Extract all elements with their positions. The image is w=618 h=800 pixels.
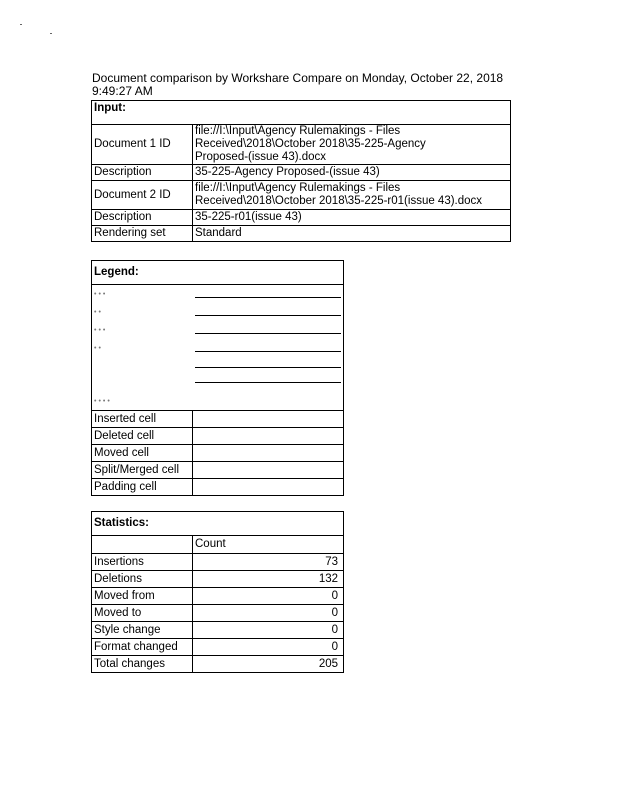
input-row-label: Description: [92, 165, 193, 181]
legend-style-rule: [193, 303, 344, 321]
legend-style-rule: [193, 357, 344, 393]
input-row-value: Standard: [193, 226, 511, 242]
legend-cell-label: Inserted cell: [92, 411, 193, 428]
header-line-1: Document comparison by Workshare Compare on Monday, October 22, 2018: [92, 71, 504, 85]
scan-speck: [50, 33, 52, 34]
value-line: file://I:\Input\Agency Rulemakings - Files: [195, 125, 401, 137]
legend-style-rule: [193, 285, 344, 303]
legend-style-rule: [193, 321, 344, 339]
input-row-value: [193, 181, 511, 210]
statistics-title: Statistics:: [92, 512, 344, 536]
legend-cell-swatch: [193, 479, 344, 496]
statistic-label: Format changed: [92, 639, 193, 656]
legend-cell-swatch: [193, 428, 344, 445]
statistic-label: Moved from: [92, 588, 193, 605]
legend-style-sample: ••••: [92, 393, 193, 411]
legend-cell-label: Moved cell: [92, 445, 193, 462]
statistic-label: Moved to: [92, 605, 193, 622]
legend-style-sample: ••: [92, 339, 193, 357]
legend-cell-swatch: [193, 445, 344, 462]
legend-style-sample: •••: [92, 321, 193, 339]
input-row-value: 35-225-Agency Proposed-(issue 43): [193, 165, 511, 181]
legend-table: [91, 260, 344, 496]
value-line: Proposed-(issue 43).docx: [195, 151, 327, 163]
legend-cell-swatch: [193, 411, 344, 428]
statistic-label: Style change: [92, 622, 193, 639]
statistic-count: 0: [193, 622, 344, 639]
statistic-label: Deletions: [92, 571, 193, 588]
legend-style-sample: •••: [92, 285, 193, 303]
statistics-table: [91, 511, 344, 673]
legend-cell-label: Deleted cell: [92, 428, 193, 445]
legend-style-sample: [92, 357, 193, 393]
statistics-header-blank: [92, 536, 193, 554]
input-row-value: 35-225-r01(issue 43): [193, 210, 511, 226]
legend-style-sample: ••: [92, 303, 193, 321]
statistic-count: 0: [193, 605, 344, 622]
statistic-count: 0: [193, 639, 344, 656]
header-line-2: 9:49:27 AM: [92, 84, 153, 98]
input-row-label: Rendering set: [92, 226, 193, 242]
input-title: Input:: [92, 101, 511, 125]
legend-title: Legend:: [92, 261, 344, 285]
statistic-count: 205: [193, 656, 344, 673]
count-header: Count: [193, 536, 344, 554]
statistic-label: Insertions: [92, 554, 193, 571]
value-line: Received\2018\October 2018\35-225-Agency: [195, 138, 426, 150]
scan-speck: [20, 24, 22, 25]
input-row-label: Description: [92, 210, 193, 226]
value-line: Received\2018\October 2018\35-225-r01(issue 43).docx: [195, 195, 483, 207]
legend-cell-label: Padding cell: [92, 479, 193, 496]
comparison-header: [92, 72, 522, 98]
statistic-count: 0: [193, 588, 344, 605]
input-row-label: Document 2 ID: [92, 181, 193, 210]
legend-cell-label: Split/Merged cell: [92, 462, 193, 479]
legend-style-rule: [193, 393, 344, 411]
legend-style-rule: [193, 339, 344, 357]
statistic-count: 73: [193, 554, 344, 571]
input-row-value: [193, 125, 511, 165]
legend-cell-swatch: [193, 462, 344, 479]
input-table: [91, 100, 511, 242]
statistic-count: 132: [193, 571, 344, 588]
input-row-label: Document 1 ID: [92, 125, 193, 165]
statistic-label: Total changes: [92, 656, 193, 673]
value-line: file://I:\Input\Agency Rulemakings - Files: [195, 182, 401, 194]
